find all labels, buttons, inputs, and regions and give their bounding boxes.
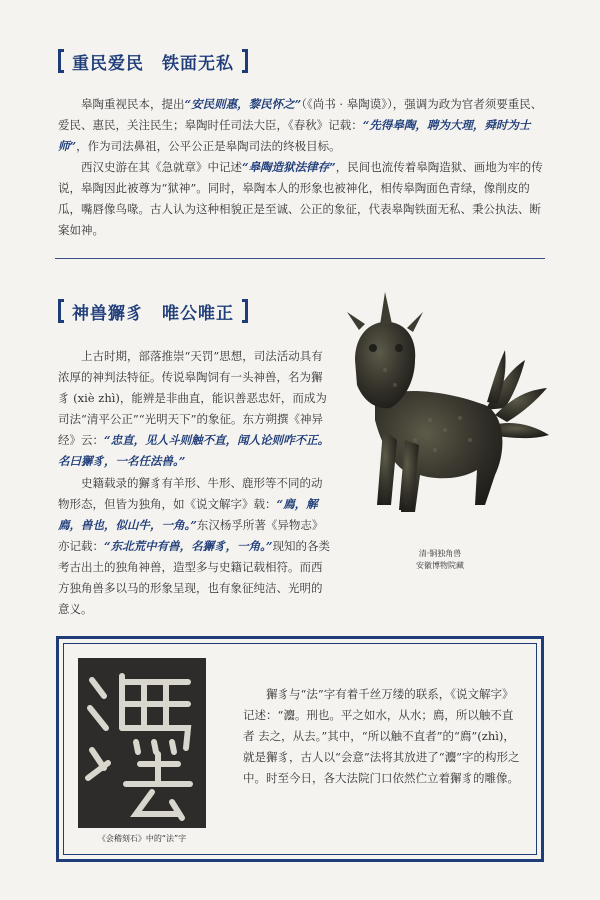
quoted-text: “廌，解廌，兽也，似山牛，一角。”	[58, 497, 318, 532]
section2-paragraph-2	[58, 473, 330, 620]
statue-caption-title: 清·铜独角兽	[418, 549, 462, 558]
right-bracket	[242, 299, 248, 323]
statue-caption-source: 安徽博物院藏	[416, 561, 464, 570]
section2-paragraph-1	[58, 346, 330, 472]
text-run: 上古时期，部落推崇“天罚”思想，司法活动具有浓厚的神判法特征。传说皋陶饲有一头神兽，名为獬豸 (xiè zhì)，能辨是非曲直，能识善恶忠奸，而成为司法“清平公正”“光明天下”的象征。东方朔撰《神异经》云：	[58, 349, 327, 447]
text-run: 西汉史游在其《急就章》中记述	[81, 160, 242, 174]
right-bracket	[242, 49, 248, 73]
section-divider	[55, 258, 545, 259]
quoted-text: “先得皋陶，聘为大理，舜时为士师”	[58, 118, 531, 153]
text-run: ，作为司法鼻祖，公平公正是皋陶司法的终极目标。	[76, 139, 341, 153]
text-run: ，民间也流传着皋陶造狱、画地为牢的传说，皋陶因此被尊为“狱神”。同时，皋陶本人的形象也被神化，相传皋陶面色青绿，像削皮的瓜，嘴唇像鸟喙。古人认为这种相貌正是至诚、公正的象征，代表皋陶铁面无私、秉公执法、断案如神。	[58, 160, 543, 237]
section1-title-text: 重民爱民 铁面无私	[72, 53, 234, 74]
quoted-text: “安民则惠，黎民怀之”	[184, 97, 302, 111]
text-run: （《尚书 · 皋陶谟》），强调为政为官者须要重民、爱民、惠民，关注民生；皋陶时任司法大臣，《春秋》记载：	[58, 97, 543, 132]
stone-rubbing-fa-character-image	[78, 658, 206, 828]
info-box-text: 獬豸与“法”字有着千丝万缕的联系，《说文解字》记述：“灋。刑也。平之如水，从水；廌，所以触不直者 去之，从去。”其中，“所以触不直者”的“廌”(zhì)，就是獬豸，古人以“会意”法将其放进了“灋”字的构形之中。时至今日，各大法院门口依然伫立着獬豸的雕像。	[243, 687, 520, 785]
section2-title-text: 神兽獬豸 唯公唯正	[72, 303, 234, 324]
rubbing-caption: 《会稽刻石》中的“法”字	[97, 834, 187, 843]
bronze-unicorn-image	[335, 290, 555, 540]
text-run: 皋陶重视民本，提出	[81, 97, 185, 111]
text-run: 史籍载录的獬豸有羊形、牛形、鹿形等不同的动物形态，但皆为独角，如《说文解字》载：	[58, 476, 323, 511]
text-run: 东汉杨孚所著《异物志》亦记载：	[58, 518, 324, 553]
quoted-text: “忠直，见人斗则触不直，闻人论则咋不正。名曰獬豸，一名任法兽。”	[58, 433, 330, 468]
section2-title	[58, 298, 248, 324]
text-run: 现知的各类考古出土的独角神兽，造型多与史籍记载相符。而西方独角兽多以马的形象呈现，也有象征纯洁、光明的意义。	[58, 539, 330, 616]
section1-paragraph-1	[58, 94, 548, 157]
quoted-text: “东北荒中有兽，名獬豸，一角。”	[104, 539, 273, 553]
section1-title	[58, 48, 248, 74]
quoted-text: “皋陶造狱法律存”	[242, 160, 336, 174]
section1-paragraph-2	[58, 157, 548, 241]
